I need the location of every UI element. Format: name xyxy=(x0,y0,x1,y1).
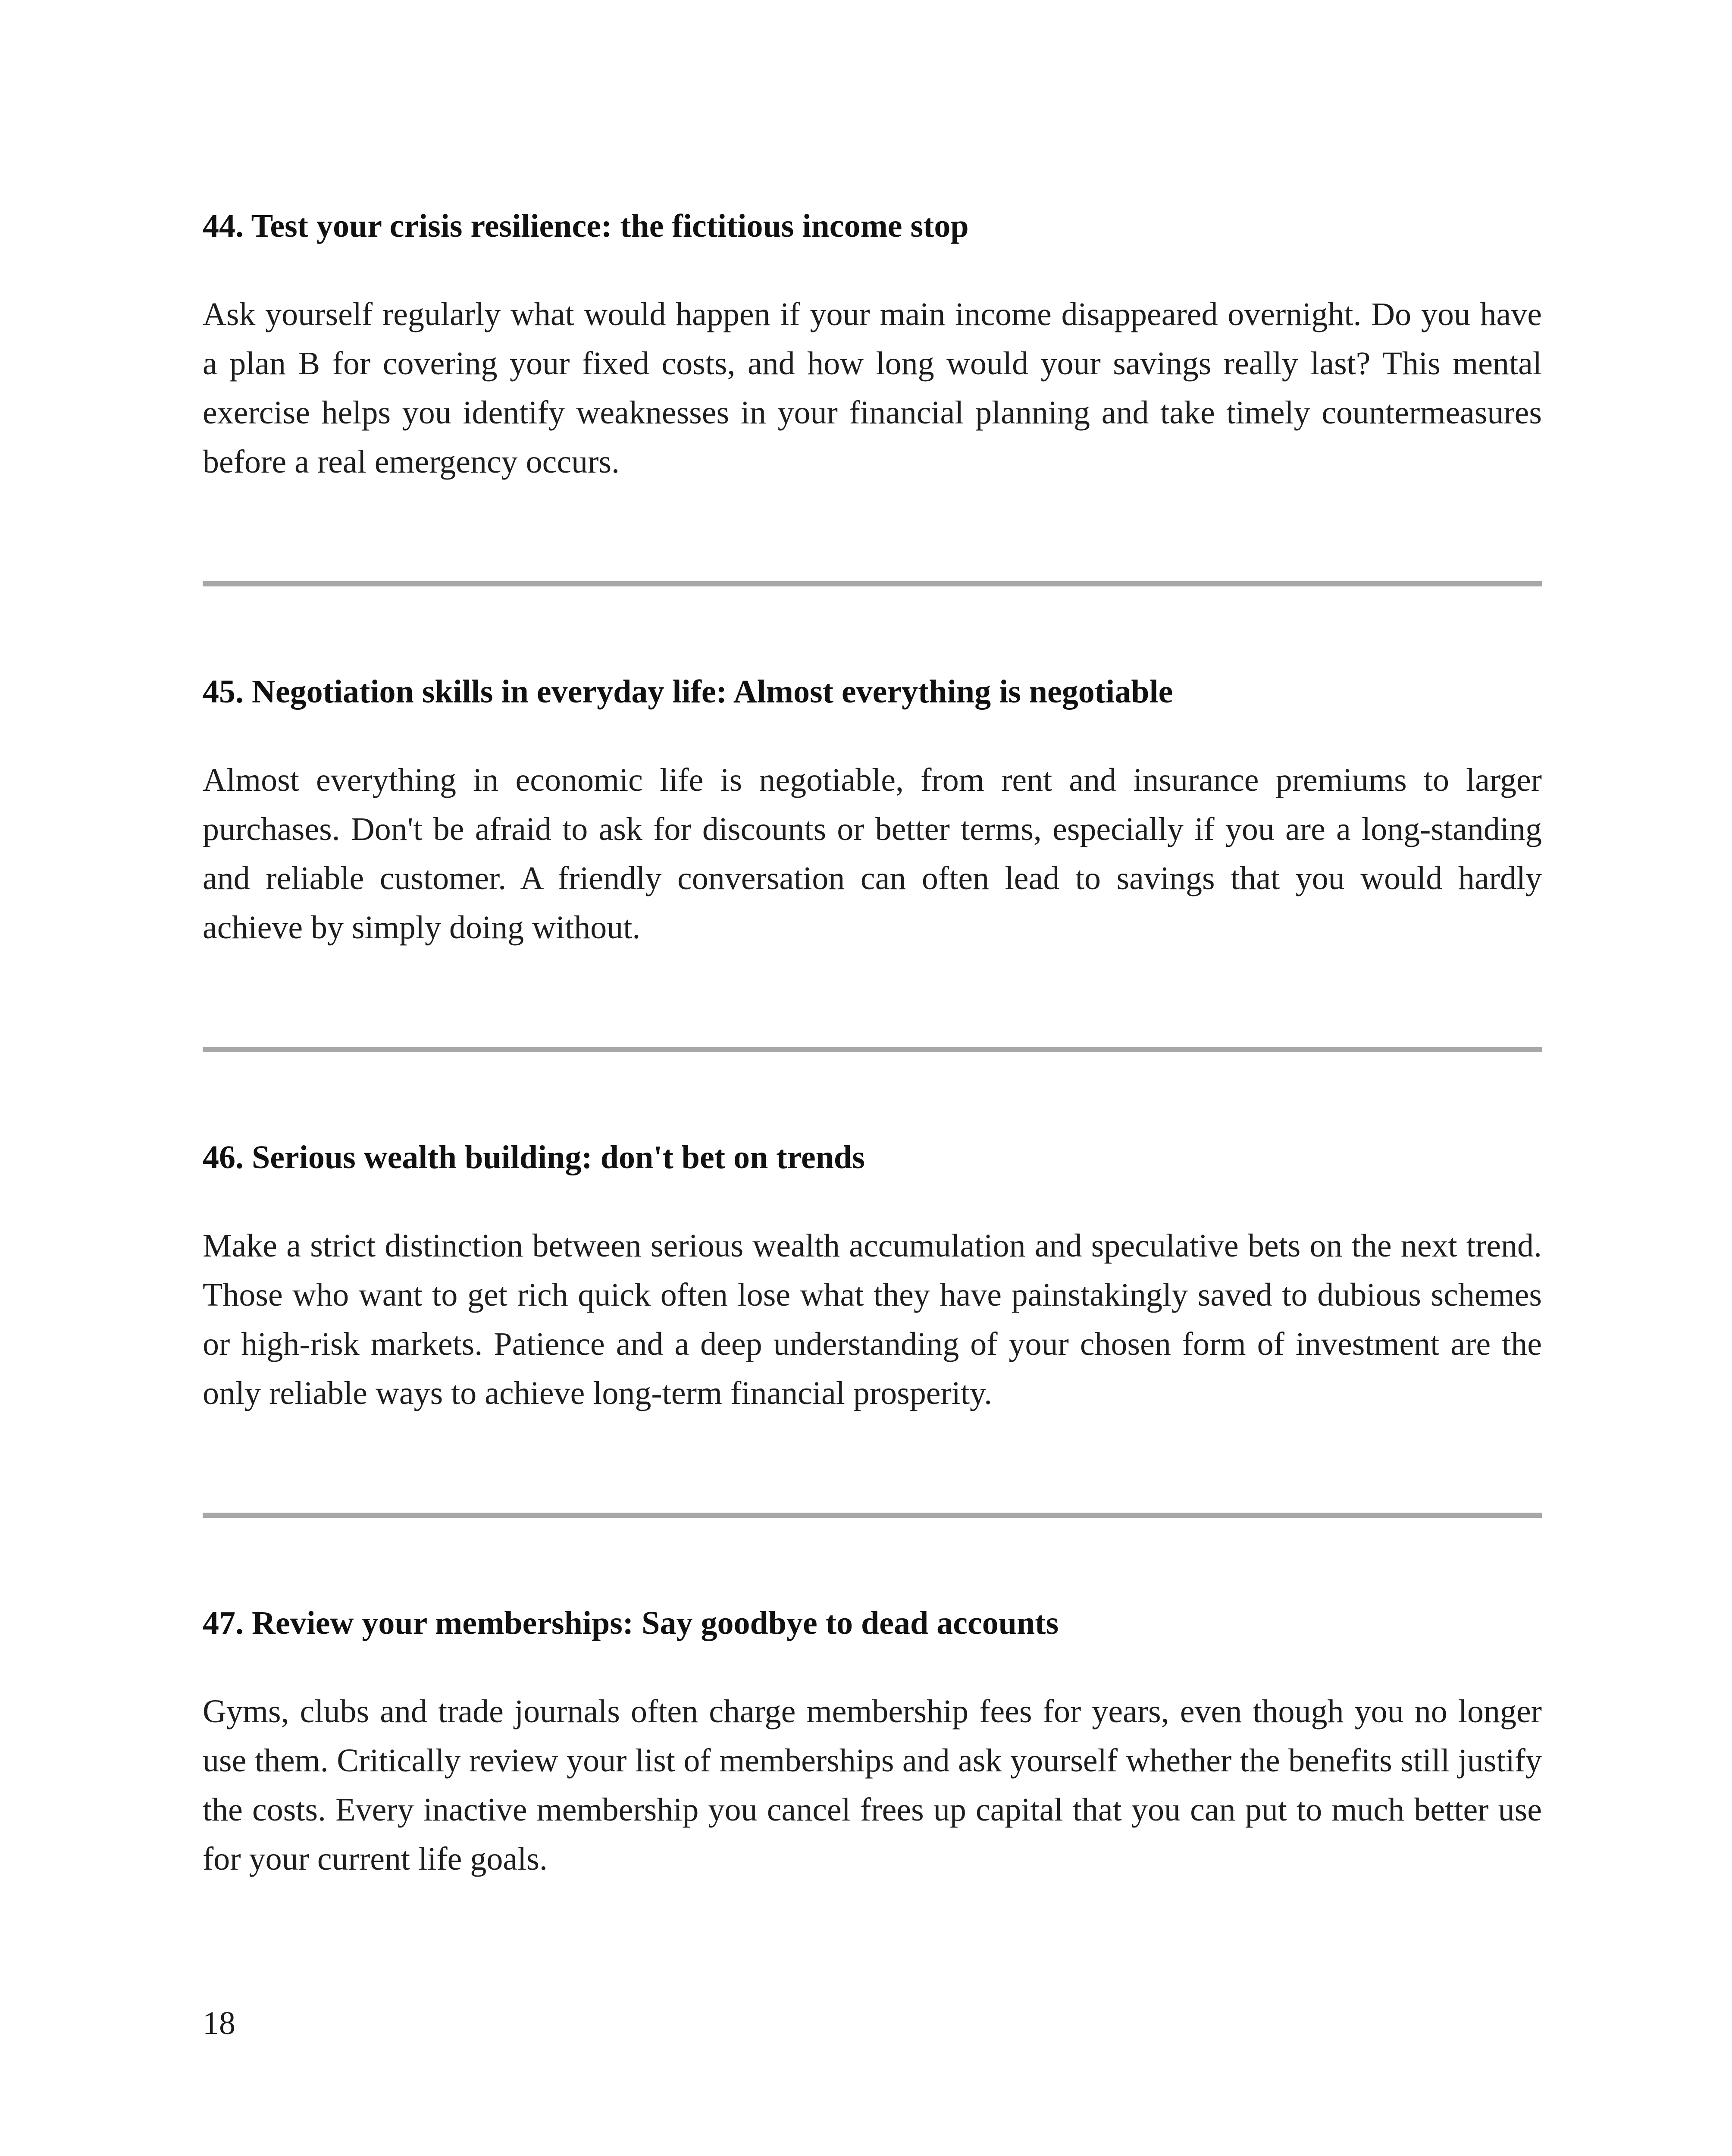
section-body: Gyms, clubs and trade journals often charge membership fees for years, even though you no longer use them. Critically review your list of memberships and ask yourself whether the benefits still justify the costs. Every inactive membership you cancel frees up capital that you can put to much better use for your current life goals. xyxy=(203,1693,1542,1877)
section-46 xyxy=(203,1134,1542,1418)
section-divider xyxy=(203,581,1542,586)
section-body: Make a strict distinction between serious wealth accumulation and speculative bets on the next trend. Those who want to get rich quick often lose what they have painstakingly saved to dubious schemes or high-risk markets. Patience and a deep understanding of your chosen form of investment are the only reliable ways to achieve long-term financial prosperity. xyxy=(203,1228,1542,1411)
section-title: 47. Review your memberships: Say goodbye to dead accounts xyxy=(203,1605,1059,1641)
section-title: 44. Test your crisis resilience: the fictitious income stop xyxy=(203,208,969,244)
section-47 xyxy=(203,1600,1542,1883)
section-title: 46. Serious wealth building: don't bet on trends xyxy=(203,1139,865,1175)
section-title: 45. Negotiation skills in everyday life: Almost everything is negotiable xyxy=(203,674,1173,710)
section-body: Almost everything in economic life is negotiable, from rent and insurance premiums to larger purchases. Don't be afraid to ask for discounts or better terms, especially if you are a long-standing and reliable customer. A friendly conversation can often lead to savings that you would hardly achieve by simply doing without. xyxy=(203,762,1542,946)
section-body: Ask yourself regularly what would happen if your main income disappeared overnight. Do you have a plan B for covering your fixed costs, and how long would your savings really last? This mental exercise helps you identify weaknesses in your financial planning and take timely countermeasures before a real emergency occurs. xyxy=(203,296,1542,480)
page-number: 18 xyxy=(203,2005,235,2041)
section-44 xyxy=(203,203,1542,486)
section-45 xyxy=(203,668,1542,952)
section-divider xyxy=(203,1047,1542,1052)
section-divider xyxy=(203,1513,1542,1518)
page-content xyxy=(203,203,1542,1883)
